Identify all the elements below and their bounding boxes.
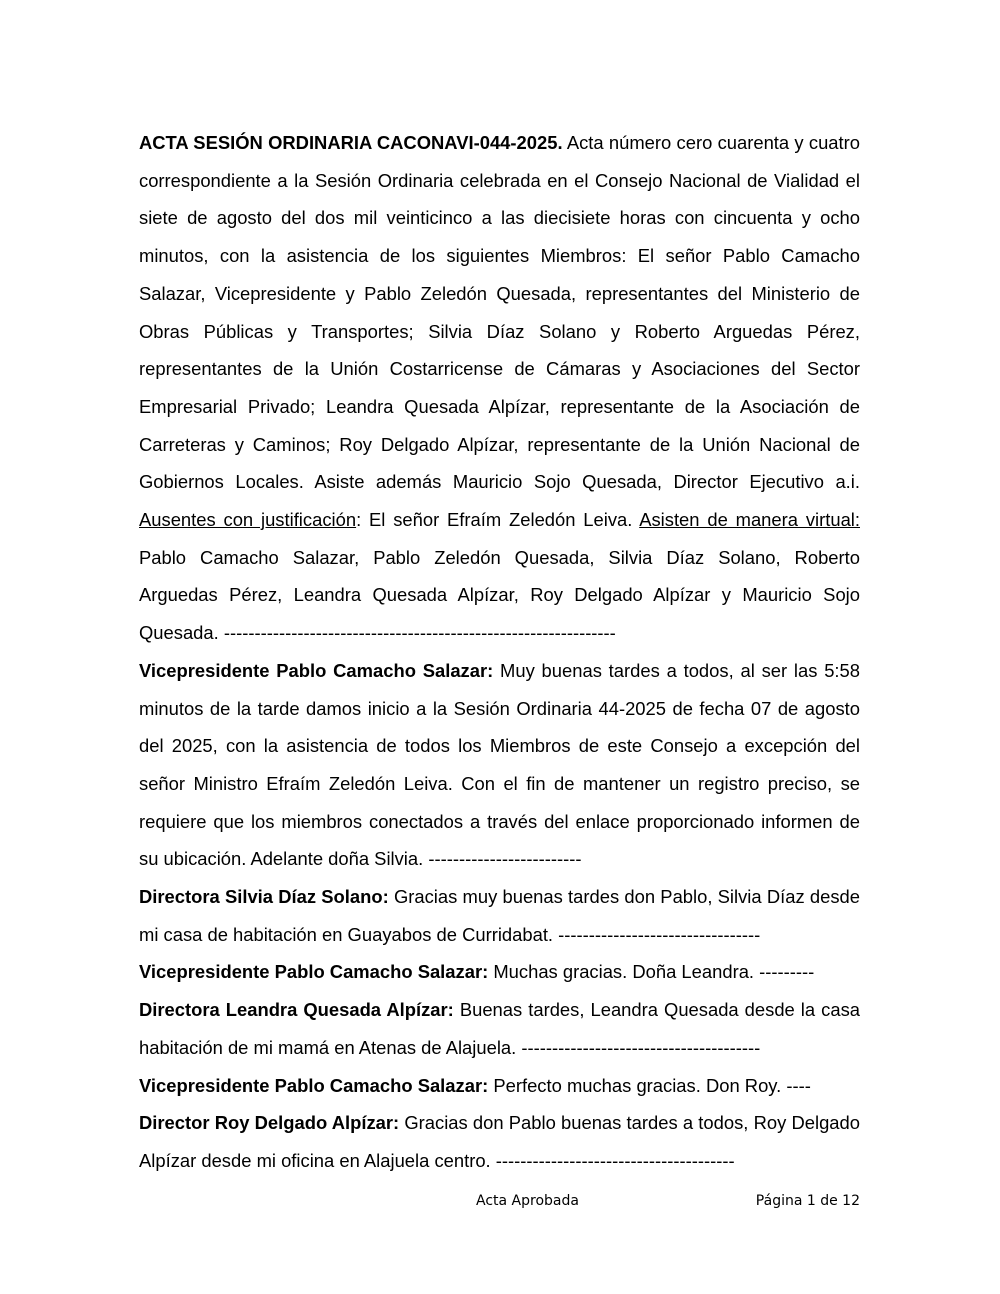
dialogue-paragraph xyxy=(139,878,860,953)
speech-text: Perfecto muchas gracias. Don Roy. ---- xyxy=(488,1074,811,1096)
dialogue-paragraph xyxy=(139,953,860,991)
speech-text: Gracias don Pablo buenas tardes a todos, Roy Delgado Alpízar desde mi oficina en Alajuela centro. --------------------------------------- xyxy=(139,1112,860,1171)
document-body xyxy=(139,124,860,1180)
speaker-name: Vicepresidente Pablo Camacho Salazar: xyxy=(139,1074,489,1096)
absent-text: : El señor Efraím Zeledón Leiva. xyxy=(356,509,640,531)
dialogue-paragraph xyxy=(139,1104,860,1179)
speaker-name: Directora Leandra Quesada Alpízar: xyxy=(139,999,454,1021)
speaker-name: Directora Silvia Díaz Solano: xyxy=(139,886,389,908)
speaker-name: Vicepresidente Pablo Camacho Salazar: xyxy=(139,961,489,983)
dialogue-paragraph xyxy=(139,652,860,878)
act-title: ACTA SESIÓN ORDINARIA CACONAVI-044-2025. xyxy=(139,132,563,153)
virtual-label: Asisten de manera virtual: xyxy=(639,509,860,531)
page-number: Página 1 de 12 xyxy=(755,1193,860,1209)
speaker-name: Vicepresidente Pablo Camacho Salazar: xyxy=(139,659,494,681)
absent-label: Ausentes con justificación xyxy=(139,509,357,531)
approval-status: Acta Aprobada xyxy=(476,1193,579,1209)
speech-text: Muy buenas tardes a todos, al ser las 5:58 minutos de la tarde damos inicio a la Sesión Ordinaria 44-2025 de fecha 07 de agosto del 2025, con la asistencia de todos los Miembros de este Consejo a excepción del señor Ministro Efraím Zeledón Leiva. Con el fin de mantener un registro preciso, se requiere que los miembros conectados a través del enlace proporcionado informen de su ubicación. Adelante doña Silvia. ------------------------- xyxy=(139,659,860,870)
speaker-name: Director Roy Delgado Alpízar: xyxy=(139,1112,400,1134)
intro-text: Acta número cero cuarenta y cuatro correspondiente a la Sesión Ordinaria celebrada en el Consejo Nacional de Vialidad el siete de agosto del dos mil veinticinco a las diecisiete horas con cincuenta y ocho minutos, con la asistencia de los siguientes Miembros: El señor Pablo Camacho Salazar, Vicepresidente y Pablo Zeledón Quesada, representantes del Ministerio de Obras Públicas y Transportes; Silvia Díaz Solano y Roberto Arguedas Pérez, representantes de la Unión Costarricense de Cámaras y Asociaciones del Sector Empresarial Privado; Leandra Quesada Alpízar, representante de la Asociación de Carreteras y Caminos; Roy Delgado Alpízar, representante de la Unión Nacional de Gobiernos Locales. Asiste además Mauricio Sojo Quesada, Director Ejecutivo a.i. xyxy=(139,132,861,493)
speech-text: Muchas gracias. Doña Leandra. --------- xyxy=(488,961,815,983)
virtual-text: Pablo Camacho Salazar, Pablo Zeledón Quesada, Silvia Díaz Solano, Roberto Arguedas Pérez, Leandra Quesada Alpízar, Roy Delgado Alpízar y Mauricio Sojo Quesada. ---------------------------------------------------------------- xyxy=(139,546,860,644)
speech-text: Buenas tardes, Leandra Quesada desde la casa habitación de mi mamá en Atenas de Alajuela. --------------------------------------- xyxy=(139,999,860,1058)
dialogue-paragraph xyxy=(139,991,860,1066)
intro-paragraph xyxy=(139,124,860,652)
speech-text: Gracias muy buenas tardes don Pablo, Silvia Díaz desde mi casa de habitación en Guayabos de Curridabat. --------------------------------- xyxy=(139,886,860,945)
dialogue-paragraph xyxy=(139,1067,860,1105)
